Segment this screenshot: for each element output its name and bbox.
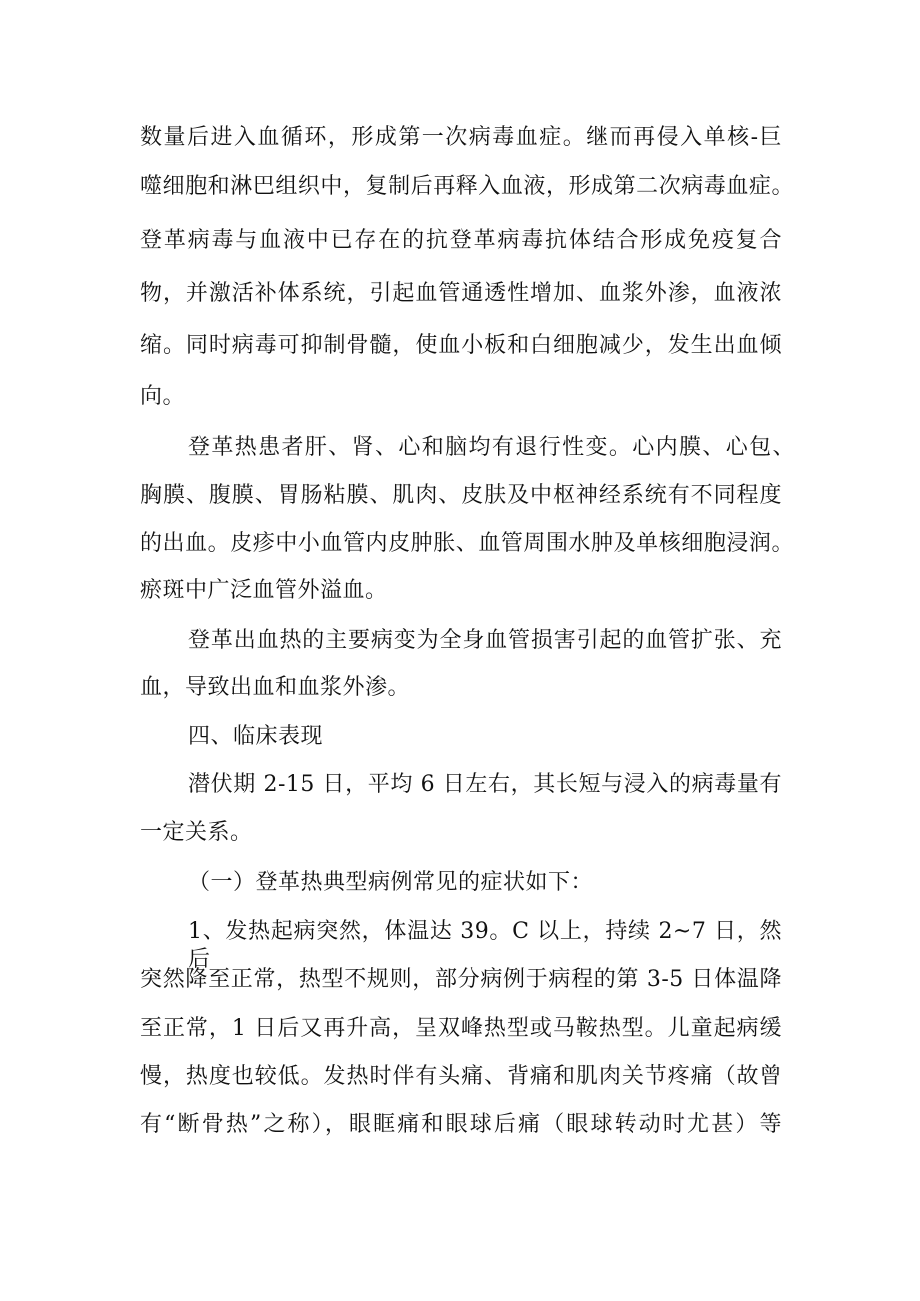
text-line: 向。	[140, 384, 186, 409]
text-line: 的出血。皮疹中小血管内皮肿胀、血管周围水肿及单核细胞浸润。	[140, 531, 794, 556]
text-line: 登革出血热的主要病变为全身血管损害引起的血管扩张、充	[188, 628, 782, 653]
text-line: 物，并激活补体系统，引起血管通透性增加、血浆外渗，血液浓	[140, 281, 782, 306]
text-line: 缩。同时病毒可抑制骨髓，使血小板和白细胞减少，发生出血倾	[140, 333, 782, 358]
text-line: 潜伏期 2-15 日，平均 6 日左右，其长短与浸入的病毒量有	[188, 772, 782, 797]
section-heading: 四、临床表现	[188, 724, 324, 749]
text-line: 血，导致出血和血浆外渗。	[140, 675, 411, 700]
text-line: 1、发热起病突然，体温达 39。C 以上，持续 2~7 日，然后	[188, 919, 782, 972]
text-line: 有“断骨热”之称），眼眶痛和眼球后痛（眼球转动时尤甚）等	[140, 1112, 782, 1137]
text-line: 瘀斑中广泛血管外溢血。	[140, 578, 388, 603]
text-line: 至正常，1 日后又再升高，呈双峰热型或马鞍热型。儿童起病缓	[140, 1016, 782, 1041]
text-line: 胸膜、腹膜、胃肠粘膜、肌肉、皮肤及中枢神经系统有不同程度	[140, 483, 782, 508]
text-line: 一定关系。	[140, 820, 253, 845]
text-line: 突然降至正常，热型不规则，部分病例于病程的第 3-5 日体温降	[140, 967, 782, 992]
text-line: 噬细胞和淋巴组织中，复制后再释入血液，形成第二次病毒血症。	[140, 174, 794, 199]
text-line: 慢，热度也较低。发热时伴有头痛、背痛和肌肉关节疼痛（故曾	[140, 1064, 782, 1089]
subsection-heading: （一）登革热典型病例常见的症状如下：	[188, 870, 594, 895]
text-line: 数量后进入血循环，形成第一次病毒血症。继而再侵入单核-巨	[140, 125, 782, 150]
text-line: 登革热患者肝、肾、心和脑均有退行性变。心内膜、心包、	[188, 435, 795, 460]
text-line: 登革病毒与血液中已存在的抗登革病毒抗体结合形成免疫复合	[140, 228, 782, 253]
